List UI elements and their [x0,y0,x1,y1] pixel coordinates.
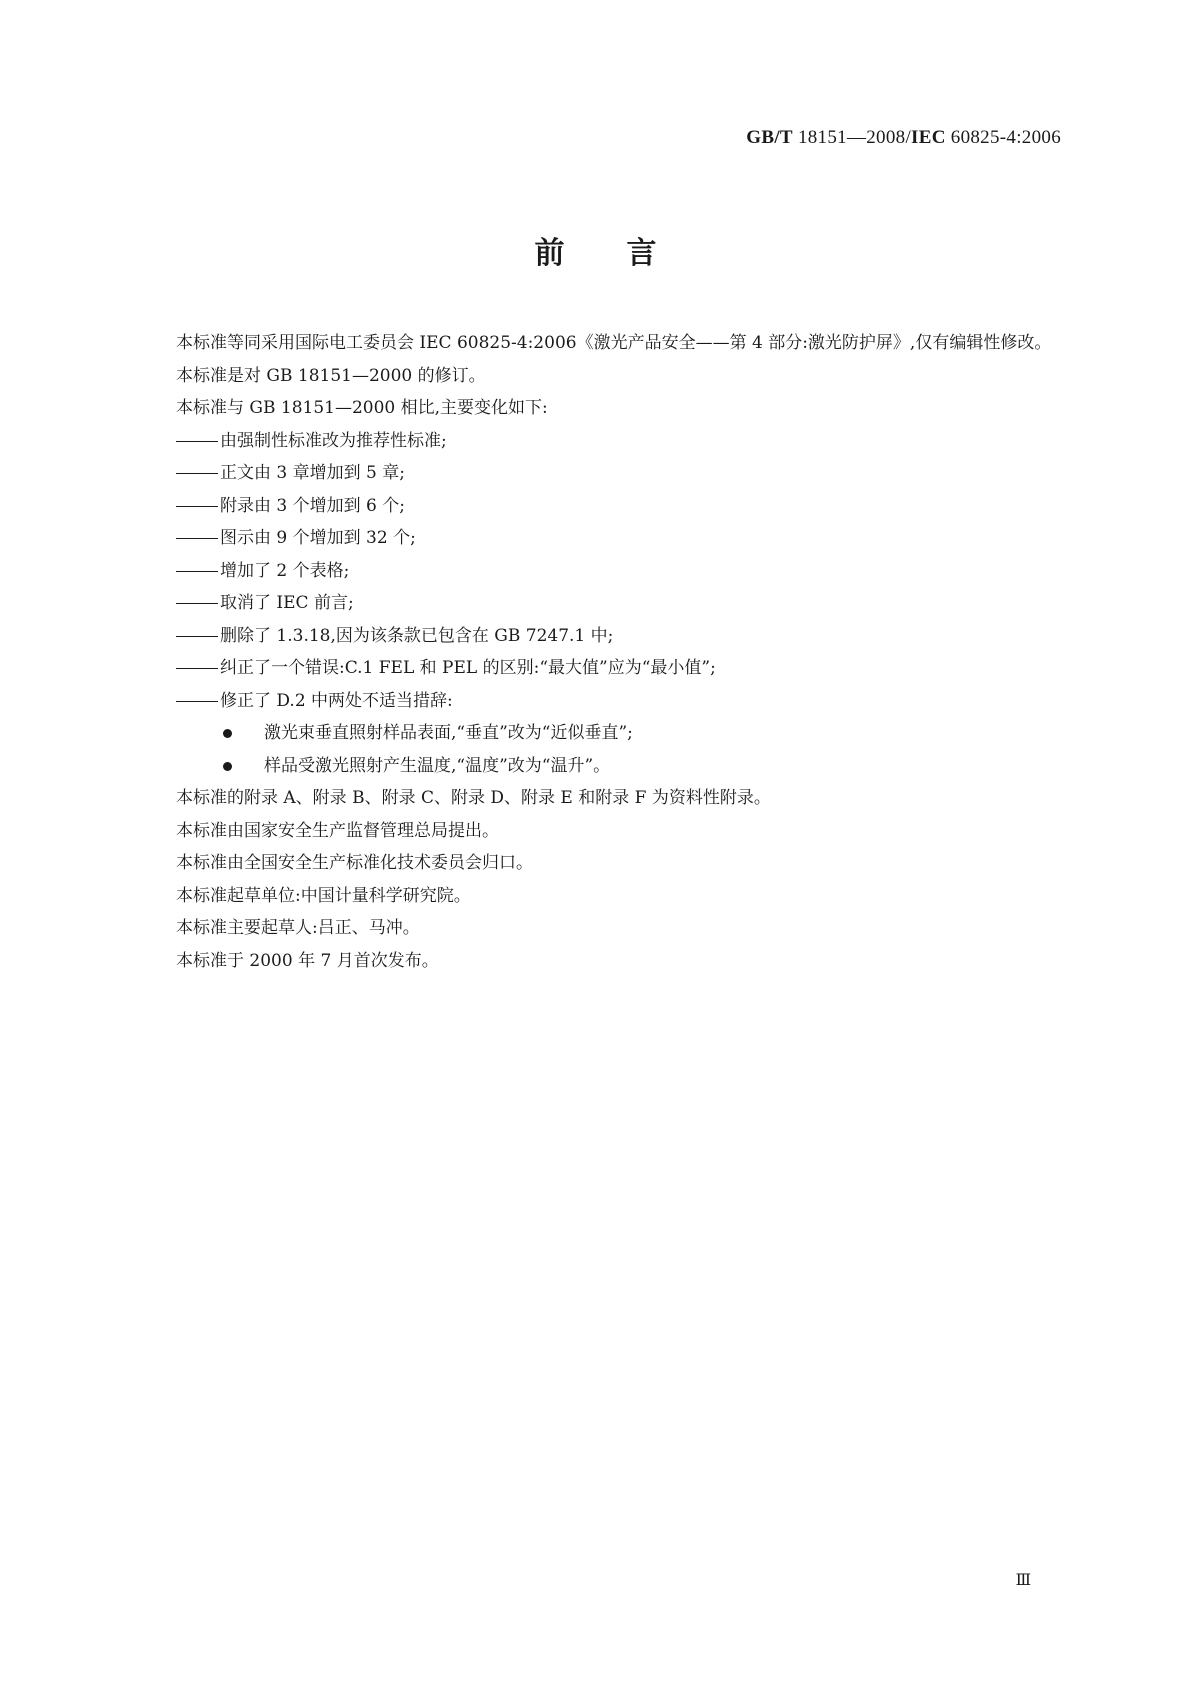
standard-code [746,127,1061,149]
paragraph-proposer: 本标准由国家安全生产监督管理总局提出。 [176,820,499,841]
standard-code-iec: IEC [911,127,946,148]
dash-mark [176,603,218,604]
change-item: 附录由 3 个增加到 6 个; [132,490,1067,523]
dash-mark [176,571,218,572]
change-item: 纠正了一个错误:C.1 FEL 和 PEL 的区别:“最大值”应为“最小值”; [132,652,1067,685]
change-item: 图示由 9 个增加到 32 个; [132,522,1067,555]
standard-code-gbt: GB/T [746,127,793,148]
change-item: 取消了 IEC 前言; [132,587,1067,620]
change-item: 增加了 2 个表格; [132,555,1067,588]
dash-mark [176,473,218,474]
bullet-item: 激光束垂直照射样品表面,“垂直”改为“近似垂直”; [132,717,1067,750]
change-item: 正文由 3 章增加到 5 章; [132,457,1067,490]
page-title: 前言 [534,236,719,271]
paragraph-drafters: 本标准主要起草人:吕正、马冲。 [176,918,420,938]
standard-code-iec-number: 60825-4:2006 [945,127,1061,148]
change-item: 删除了 1.3.18,因为该条款已包含在 GB 7247.1 中; [132,620,1067,653]
paragraph-committee: 本标准由全国安全生产标准化技术委员会归口。 [176,853,533,873]
dash-mark [176,538,218,539]
bullet-dot-icon [223,729,232,738]
foreword-body [132,327,1067,977]
dash-mark [176,441,218,442]
paragraph-first-release: 本标准于 2000 年 7 月首次发布。 [176,950,439,971]
dash-mark [176,636,218,637]
paragraph-drafting-unit: 本标准起草单位:中国计量科学研究院。 [176,885,471,906]
standard-code-number: 18151—2008/ [792,127,912,148]
paragraph-adoption: 本标准等同采用国际电工委员会 IEC 60825-4:2006《激光产品安全——第 4 部分:激光防护屏》,仅有编辑性修改。 [176,333,1052,353]
dash-mark [176,701,218,702]
paragraph-revision: 本标准是对 GB 18151—2000 的修订。 [176,365,486,386]
paragraph-changes-intro: 本标准与 GB 18151—2000 相比,主要变化如下: [176,398,548,418]
paragraph-annexes: 本标准的附录 A、附录 B、附录 C、附录 D、附录 E 和附录 F 为资料性附录。 [176,788,771,808]
dash-mark [176,668,218,669]
page-number: Ⅲ [1015,1572,1031,1589]
bullet-dot-icon [223,762,232,771]
change-item: 由强制性标准改为推荐性标准; [132,425,1067,458]
bullet-item: 样品受激光照射产生温度,“温度”改为“温升”。 [132,750,1067,783]
change-item: 修正了 D.2 中两处不适当措辞: [132,685,1067,718]
dash-mark [176,506,218,507]
